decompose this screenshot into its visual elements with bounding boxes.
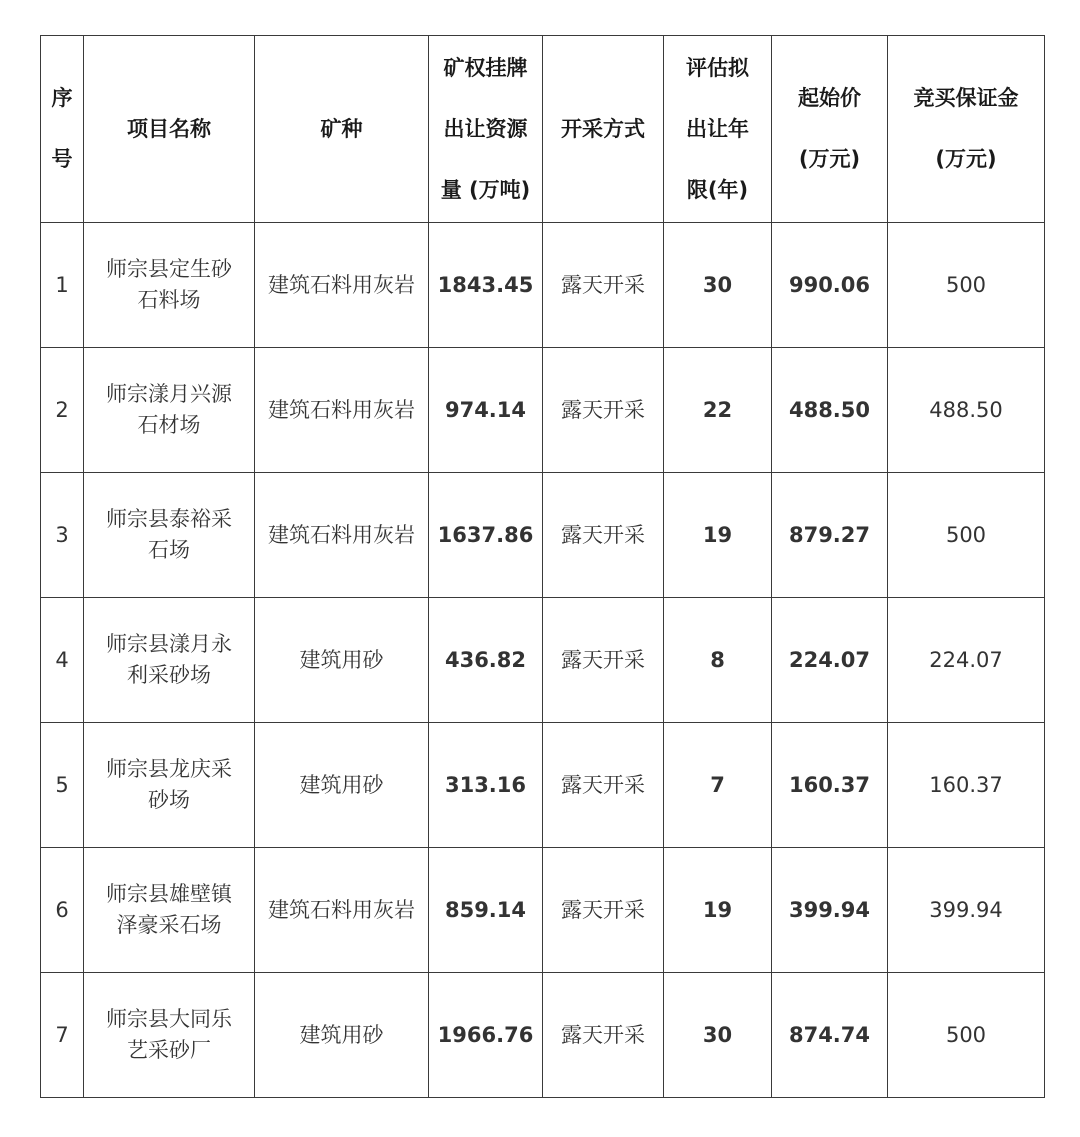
cell-mining-method: 露天开采 bbox=[543, 598, 664, 723]
cell-mining-method: 露天开采 bbox=[543, 848, 664, 973]
table-row bbox=[41, 848, 1045, 973]
header-line: 号 bbox=[51, 147, 73, 171]
cell-serial-no: 6 bbox=[41, 848, 84, 973]
header-line: 序 bbox=[51, 86, 73, 110]
table-row bbox=[41, 723, 1045, 848]
cell-serial-no: 3 bbox=[41, 473, 84, 598]
header-term-years bbox=[664, 36, 772, 223]
cell-deposit: 500 bbox=[888, 473, 1045, 598]
cell-project-name bbox=[84, 723, 255, 848]
cell-serial-no: 2 bbox=[41, 348, 84, 473]
header-deposit bbox=[888, 36, 1045, 223]
cell-serial-no: 7 bbox=[41, 973, 84, 1098]
header-line: 项目名称 bbox=[127, 116, 211, 141]
cell-start-price: 224.07 bbox=[772, 598, 888, 723]
cell-deposit: 488.50 bbox=[888, 348, 1045, 473]
cell-resource-amount: 1966.76 bbox=[429, 973, 543, 1098]
cell-term-years: 19 bbox=[664, 848, 772, 973]
project-name-line: 师宗县定生砂 bbox=[106, 257, 232, 281]
project-name-line: 师宗县龙庆采 bbox=[106, 757, 232, 781]
cell-mineral-type: 建筑石料用灰岩 bbox=[255, 848, 429, 973]
cell-resource-amount: 859.14 bbox=[429, 848, 543, 973]
header-line: 矿种 bbox=[320, 116, 363, 141]
header-project-name bbox=[84, 36, 255, 223]
cell-start-price: 990.06 bbox=[772, 223, 888, 348]
header-mining-method bbox=[543, 36, 664, 223]
project-name-line: 砂场 bbox=[148, 788, 190, 812]
header-line: 开采方式 bbox=[561, 116, 645, 141]
header-line: 竞买保证金 bbox=[913, 86, 1019, 110]
cell-project-name bbox=[84, 973, 255, 1098]
table-row bbox=[41, 473, 1045, 598]
table-row bbox=[41, 223, 1045, 348]
header-line: 限(年) bbox=[686, 177, 749, 202]
header-resource-amount bbox=[429, 36, 543, 223]
header-line: (万元) bbox=[935, 147, 997, 171]
cell-resource-amount: 313.16 bbox=[429, 723, 543, 848]
cell-deposit: 500 bbox=[888, 223, 1045, 348]
cell-resource-amount: 1843.45 bbox=[429, 223, 543, 348]
cell-mineral-type: 建筑用砂 bbox=[255, 598, 429, 723]
project-name-line: 师宗县泰裕采 bbox=[106, 507, 232, 531]
header-line: 矿权挂牌 bbox=[443, 55, 528, 80]
cell-mineral-type: 建筑石料用灰岩 bbox=[255, 473, 429, 598]
header-line: 起始价 bbox=[798, 86, 861, 110]
header-line: 量 (万吨) bbox=[440, 177, 531, 202]
cell-start-price: 160.37 bbox=[772, 723, 888, 848]
table-header bbox=[41, 36, 1045, 223]
cell-mining-method: 露天开采 bbox=[543, 223, 664, 348]
project-name-line: 艺采砂厂 bbox=[127, 1038, 211, 1062]
cell-resource-amount: 436.82 bbox=[429, 598, 543, 723]
table-row bbox=[41, 973, 1045, 1098]
table-row bbox=[41, 348, 1045, 473]
cell-mineral-type: 建筑用砂 bbox=[255, 723, 429, 848]
cell-mineral-type: 建筑石料用灰岩 bbox=[255, 223, 429, 348]
header-mineral-type bbox=[255, 36, 429, 223]
table-row bbox=[41, 598, 1045, 723]
cell-mineral-type: 建筑石料用灰岩 bbox=[255, 348, 429, 473]
cell-deposit: 399.94 bbox=[888, 848, 1045, 973]
project-name-line: 石材场 bbox=[137, 413, 201, 437]
mining-rights-table bbox=[40, 35, 1045, 1098]
cell-project-name bbox=[84, 598, 255, 723]
project-name-line: 泽豪采石场 bbox=[116, 913, 222, 937]
cell-term-years: 22 bbox=[664, 348, 772, 473]
cell-start-price: 488.50 bbox=[772, 348, 888, 473]
cell-deposit: 224.07 bbox=[888, 598, 1045, 723]
cell-start-price: 874.74 bbox=[772, 973, 888, 1098]
cell-deposit: 500 bbox=[888, 973, 1045, 1098]
cell-mining-method: 露天开采 bbox=[543, 973, 664, 1098]
cell-project-name bbox=[84, 348, 255, 473]
cell-start-price: 399.94 bbox=[772, 848, 888, 973]
cell-resource-amount: 1637.86 bbox=[429, 473, 543, 598]
cell-mining-method: 露天开采 bbox=[543, 348, 664, 473]
cell-mining-method: 露天开采 bbox=[543, 473, 664, 598]
cell-serial-no: 4 bbox=[41, 598, 84, 723]
project-name-line: 石料场 bbox=[137, 288, 201, 312]
header-line: 出让年 bbox=[686, 116, 749, 141]
header-line: 评估拟 bbox=[686, 55, 749, 80]
project-name-line: 石场 bbox=[148, 538, 190, 562]
header-row bbox=[41, 36, 1045, 223]
cell-mineral-type: 建筑用砂 bbox=[255, 973, 429, 1098]
header-start-price bbox=[772, 36, 888, 223]
cell-project-name bbox=[84, 223, 255, 348]
cell-term-years: 7 bbox=[664, 723, 772, 848]
cell-deposit: 160.37 bbox=[888, 723, 1045, 848]
cell-project-name bbox=[84, 473, 255, 598]
cell-serial-no: 1 bbox=[41, 223, 84, 348]
project-name-line: 师宗漾月兴源 bbox=[106, 382, 232, 406]
cell-resource-amount: 974.14 bbox=[429, 348, 543, 473]
cell-mining-method: 露天开采 bbox=[543, 723, 664, 848]
project-name-line: 利采砂场 bbox=[127, 663, 211, 687]
cell-serial-no: 5 bbox=[41, 723, 84, 848]
cell-start-price: 879.27 bbox=[772, 473, 888, 598]
project-name-line: 师宗县大同乐 bbox=[106, 1007, 232, 1031]
header-line: (万元) bbox=[798, 147, 861, 171]
table-body bbox=[41, 223, 1045, 1098]
cell-term-years: 19 bbox=[664, 473, 772, 598]
cell-term-years: 30 bbox=[664, 973, 772, 1098]
project-name-line: 师宗县雄壁镇 bbox=[106, 882, 232, 906]
cell-term-years: 30 bbox=[664, 223, 772, 348]
project-name-line: 师宗县漾月永 bbox=[106, 632, 232, 656]
header-line: 出让资源 bbox=[443, 116, 528, 141]
cell-term-years: 8 bbox=[664, 598, 772, 723]
cell-project-name bbox=[84, 848, 255, 973]
header-serial-no bbox=[41, 36, 84, 223]
